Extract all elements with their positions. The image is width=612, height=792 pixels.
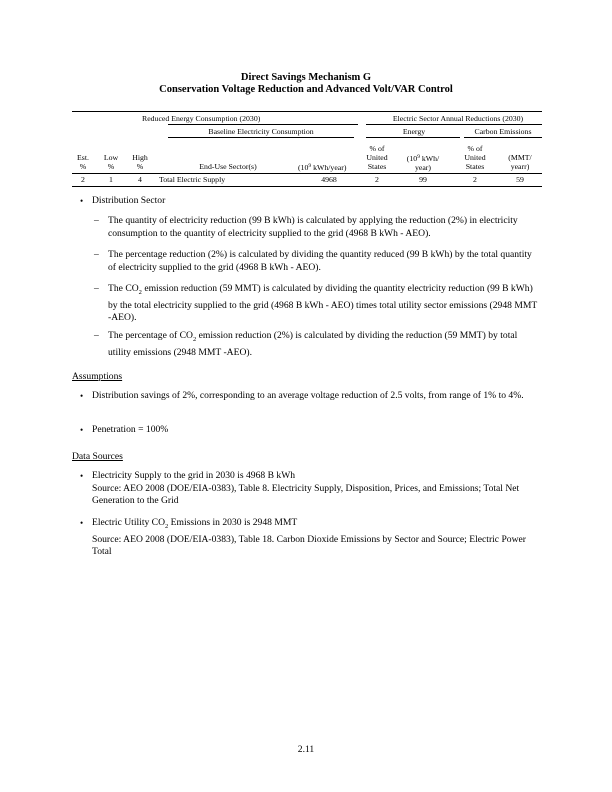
page-number: 2.11 <box>297 744 315 755</box>
page-title <box>0 72 612 96</box>
bullet-dot: • <box>80 518 84 528</box>
col-energy-kwh: ($10^9$ kWh/ year) <box>406 154 440 172</box>
rule-baseline <box>168 137 354 138</box>
dash-marker: – <box>94 215 99 226</box>
bullet-dot: • <box>80 196 84 206</box>
dash-marker: – <box>94 283 99 294</box>
rule-energy <box>366 137 460 138</box>
cell-est: 2 <box>81 175 85 184</box>
dash-marker: – <box>94 249 99 260</box>
rule-electric <box>366 124 542 125</box>
col-pct-us-energy: % of United States <box>366 144 388 171</box>
source-item-2: Electric Utility $CO_2$ Emissions in 2030 is 2948 MMT Source: AEO 2008 (DOE/EIA-0383), Table 18. Carbon Dioxide Emissions by Sector and Source; Electric Power Total <box>92 517 526 558</box>
data-sources-heading: Data Sources <box>72 451 123 462</box>
rule-carbon <box>464 137 542 138</box>
bullet-dot: • <box>80 391 84 401</box>
cell-sector: Total Electric Supply <box>159 175 226 184</box>
subheader-baseline: Baseline Electricity Consumption <box>208 127 314 136</box>
rule-reduced <box>168 124 358 125</box>
dash-item-2: The percentage reduction (2%) is calculated by dividing the quantity reduced (99 B kWh) by the total quantity of electricity supplied to the grid (4968 B kWh - AEO). <box>108 249 532 273</box>
assumptions-heading: Assumptions <box>72 371 123 382</box>
cell-low: 1 <box>109 175 113 184</box>
cell-mmt: 59 <box>516 175 524 184</box>
table-bottom-rule <box>72 186 542 187</box>
subheader-energy: Energy <box>402 127 426 136</box>
title-line-1: Direct Savings Mechanism G <box>240 72 372 83</box>
subheader-carbon: Carbon Emissions <box>474 127 532 136</box>
title-line-2: Conservation Voltage Reduction and Advanced Volt/VAR Control <box>159 84 453 95</box>
bullet-dot: • <box>80 425 84 435</box>
cell-kwh: 4968 <box>321 175 337 184</box>
cell-pct1: 2 <box>375 175 379 184</box>
group-header-electric: Electric Sector Annual Reductions (2030) <box>392 114 524 123</box>
col-est: Est. % <box>77 153 89 171</box>
assumption-item-1: Distribution savings of 2%, corresponding to an average voltage reduction of 2.5 volts, from range of 1% to 4%. <box>92 390 524 401</box>
dash-item-4: The percentage of $CO_2$ emission reduction (2%) is calculated by dividing the reduction (59 MMT) by total utility emissions (2948 MMT -AEO). <box>108 330 518 358</box>
col-high: High % <box>132 153 148 171</box>
bullet-dot: • <box>80 471 84 481</box>
col-sector: End-Use Sector(s) <box>199 162 257 171</box>
col-kwh: ($10^9$ kWh/year) <box>298 163 347 172</box>
dash-item-3: The $CO_2$ emission reduction (59 MMT) is calculated by dividing the quantity electricity reduction (99 B kWh) by the total electricity supplied to the grid (4968 B kWh - AEO) times total utility sector emissions (2948 MMT -AEO). <box>108 283 538 324</box>
dash-marker: – <box>94 330 99 341</box>
table-top-rule <box>72 111 542 112</box>
col-pct-us-carbon: % of United States <box>464 144 486 171</box>
distribution-sector-heading: Distribution Sector <box>92 195 166 206</box>
header-bottom-rule <box>72 173 542 174</box>
col-low: Low % <box>103 153 119 171</box>
group-header-reduced: Reduced Energy Consumption (2030) <box>142 114 261 123</box>
source-item-1: Electricity Supply to the grid in 2030 is 4968 B kWh Source: AEO 2008 (DOE/EIA-0383), Table 8. Electricity Supply, Disposition, Prices, and Emissions; Total Net Generation to the Grid <box>92 470 520 507</box>
cell-pct2: 2 <box>473 175 477 184</box>
col-mmt: (MMT/ yearr) <box>508 153 532 171</box>
cell-energy: 99 <box>419 175 427 184</box>
dash-item-1: The quantity of electricity reduction (99 B kWh) is calculated by applying the reduction (2%) in electricity consumption to the quantity of electricity supplied to the grid (4968 B kWh - AEO). <box>108 215 518 239</box>
assumption-item-2: Penetration = 100% <box>92 424 169 435</box>
cell-high: 4 <box>138 175 142 184</box>
